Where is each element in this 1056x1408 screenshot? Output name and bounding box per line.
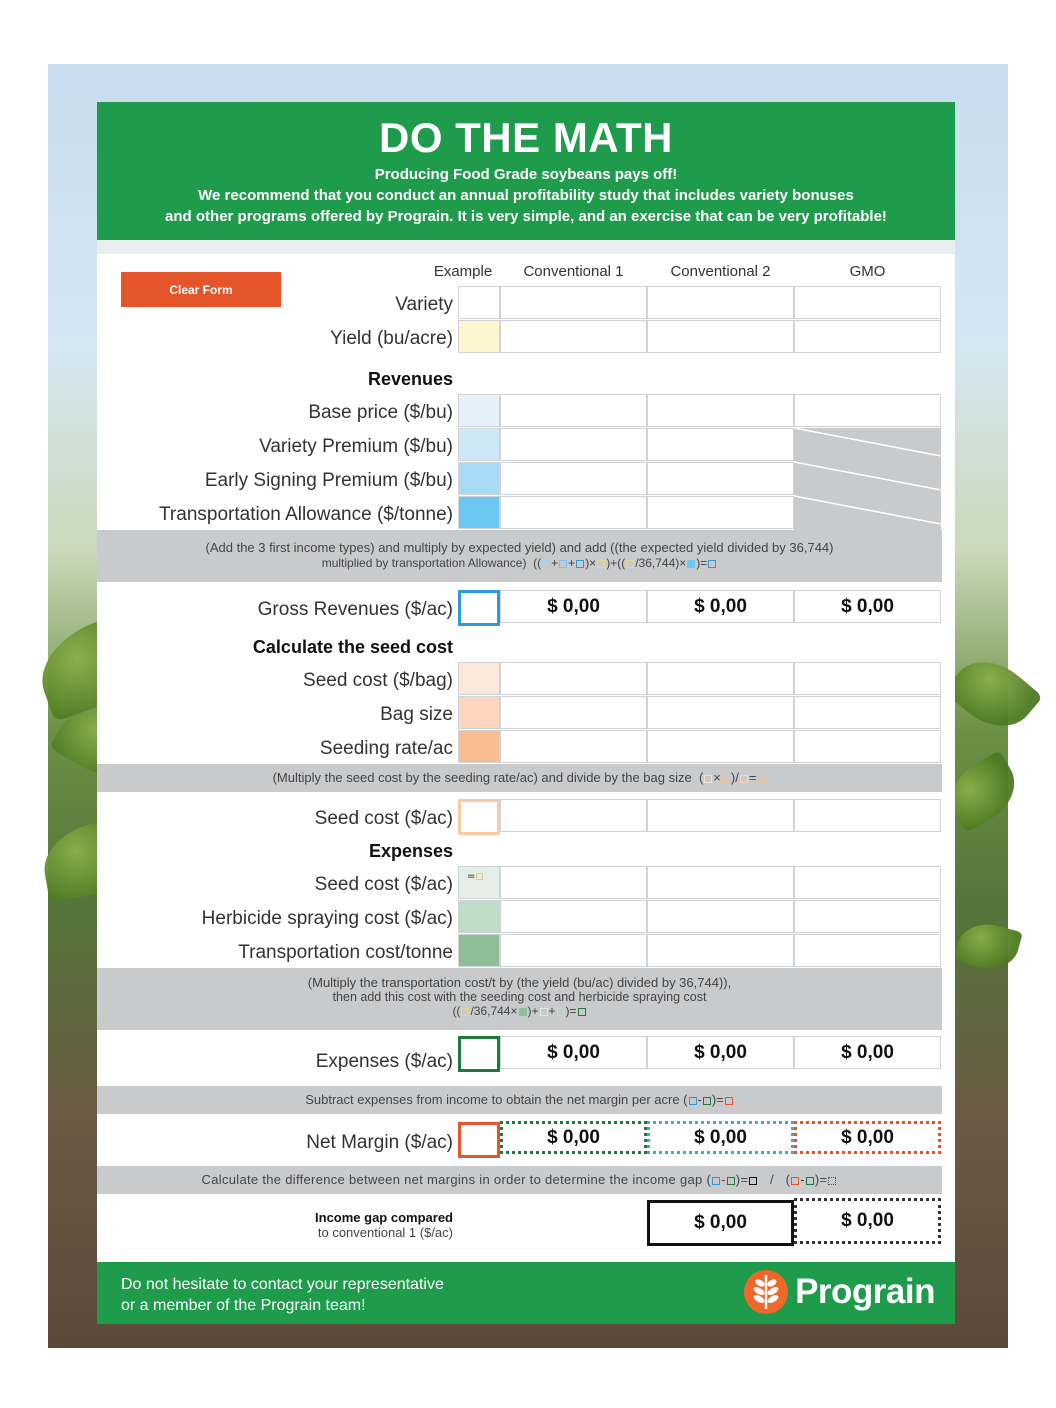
example-yield-swatch [458, 320, 500, 353]
expenses-conv2: $ 0,00 [647, 1036, 794, 1069]
expenses-formula-line-3: (( /36,744× )+ + )= [97, 1004, 942, 1018]
seed-formula-note: (Multiply the seed cost by the seeding rate/ac) and divide by the bag size ( × )/ = [97, 764, 942, 792]
seed-cost-ac-conv1 [500, 799, 647, 832]
footer-line-2: or a member of the Prograin team! [121, 1297, 366, 1314]
expenses-formula-line-2: then add this cost with the seeding cost and herbicide spraying cost [332, 990, 707, 1004]
herbicide-input-conv2[interactable] [647, 900, 794, 933]
label-net-margin: Net Margin ($/ac) [306, 1132, 453, 1153]
transport-cost-input-conv2[interactable] [647, 934, 794, 967]
example-seed-cost-bag-swatch [458, 662, 500, 695]
variety-premium-input-conv1[interactable] [500, 428, 647, 461]
example-expenses-swatch [458, 1036, 500, 1072]
variety-input-gmo[interactable] [794, 286, 941, 319]
income-gap-conv2: $ 0,00 [647, 1200, 794, 1246]
bag-size-input-gmo[interactable] [794, 696, 941, 729]
revenue-formula-line-1: (Add the 3 first income types) and multiply by expected yield) and add ((the expected yield divided by 36,744) [205, 540, 834, 555]
income-gap-label [315, 1210, 453, 1240]
prograin-logo [743, 1269, 935, 1315]
footer-banner [97, 1262, 955, 1324]
seed-cost-ac-conv2 [647, 799, 794, 832]
yield-input-gmo[interactable] [794, 320, 941, 353]
early-signing-input-conv2[interactable] [647, 462, 794, 495]
column-header-example: Example [433, 263, 493, 280]
herbicide-input-gmo[interactable] [794, 900, 941, 933]
label-exp-seed-cost: Seed cost ($/ac) [314, 874, 453, 895]
seeding-rate-input-conv2[interactable] [647, 730, 794, 763]
revenue-formula-divisor: /36,744) [635, 556, 680, 570]
transport-allowance-input-conv1[interactable] [500, 496, 647, 529]
seed-formula-text: (Multiply the seed cost by the seeding rate/ac) and divide by the bag size [272, 770, 692, 785]
page-title: DO THE MATH [378, 114, 674, 161]
leaf-decoration [953, 917, 1023, 976]
expenses-gmo: $ 0,00 [794, 1036, 941, 1069]
label-transport-cost: Transportation cost/tonne [238, 942, 453, 963]
exp-seed-cost-gmo [794, 866, 941, 899]
transport-cost-input-conv1[interactable] [500, 934, 647, 967]
example-variety-premium-swatch [458, 428, 500, 461]
net-formula-note: Subtract expenses from income to obtain the net margin per acre ( - )= [97, 1086, 942, 1114]
label-base-price: Base price ($/bu) [308, 402, 453, 423]
expenses-conv1: $ 0,00 [500, 1036, 647, 1069]
label-herbicide: Herbicide spraying cost ($/ac) [201, 908, 453, 929]
seeding-rate-input-gmo[interactable] [794, 730, 941, 763]
label-expenses-ac: Expenses ($/ac) [315, 1051, 453, 1072]
expenses-formula-line-1: (Multiply the transportation cost/t by (the yield (bu/ac) divided by 36,744)), [307, 975, 732, 990]
expenses-formula-divisor: /36,744 [470, 1004, 511, 1018]
footer-text [121, 1274, 444, 1316]
yield-input-conv1[interactable] [500, 320, 647, 353]
transport-cost-input-gmo[interactable] [794, 934, 941, 967]
variety-input-conv1[interactable] [500, 286, 647, 319]
example-transport-cost-swatch [458, 934, 500, 967]
label-bag-size: Bag size [380, 704, 453, 725]
header-line-3: and other programs offered by Prograin. It is very simple, and an exercise that can be very profitable! [165, 208, 887, 225]
example-exp-seed-swatch: = [458, 866, 500, 899]
herbicide-input-conv1[interactable] [500, 900, 647, 933]
variety-premium-input-conv2[interactable] [647, 428, 794, 461]
column-header-gmo: GMO [849, 263, 886, 280]
income-gap-gmo: $ 0,00 [794, 1198, 941, 1244]
leaf-decoration [943, 645, 1043, 742]
label-transport-allowance: Transportation Allowance ($/tonne) [159, 504, 453, 525]
net-margin-gmo: $ 0,00 [794, 1121, 941, 1154]
variety-input-conv2[interactable] [647, 286, 794, 319]
gross-revenue-conv1: $ 0,00 [500, 590, 647, 623]
section-expenses: Expenses [368, 841, 453, 861]
header-line-1: Producing Food Grade soybeans pays off! [374, 166, 678, 183]
example-base-price-swatch [458, 394, 500, 427]
label-yield: Yield (bu/acre) [330, 328, 453, 349]
footer-line-1: Do not hesitate to contact your representative [121, 1276, 444, 1293]
label-seed-cost-ac: Seed cost ($/ac) [314, 808, 453, 829]
label-variety-premium: Variety Premium ($/bu) [259, 436, 453, 457]
gap-formula-note: Calculate the difference between net margins in order to determine the income gap ( - )= / ( - )= [97, 1166, 942, 1194]
example-early-signing-swatch [458, 462, 500, 495]
income-gap-label-bold: Income gap compared [315, 1210, 453, 1225]
seed-cost-bag-input-conv2[interactable] [647, 662, 794, 695]
label-seed-cost-bag: Seed cost ($/bag) [303, 670, 453, 691]
label-gross-revenues: Gross Revenues ($/ac) [257, 599, 453, 620]
example-seeding-rate-swatch [458, 730, 500, 763]
example-variety [458, 286, 500, 319]
net-formula-text: Subtract expenses from income to obtain the net margin per acre [305, 1092, 680, 1107]
seeding-rate-input-conv1[interactable] [500, 730, 647, 763]
exp-seed-cost-conv1 [500, 866, 647, 899]
label-seeding-rate: Seeding rate/ac [319, 738, 453, 759]
section-revenues: Revenues [367, 369, 453, 389]
section-calc-seed: Calculate the seed cost [252, 637, 453, 657]
example-gross-swatch [458, 590, 500, 626]
revenue-formula-line-2: multiplied by transportation Allowance) (( + + )× )+(( /36,744)× )= [97, 556, 942, 570]
divider [97, 240, 955, 254]
net-margin-conv2: $ 0,00 [647, 1121, 794, 1154]
gross-revenue-conv2: $ 0,00 [647, 590, 794, 623]
base-price-input-conv2[interactable] [647, 394, 794, 427]
label-variety: Variety [395, 294, 453, 315]
revenue-formula-text: multiplied by transportation Allowance) [321, 556, 527, 570]
example-transport-allowance-swatch [458, 496, 500, 529]
header-banner [97, 102, 955, 240]
label-early-signing: Early Signing Premium ($/bu) [204, 470, 453, 491]
base-price-input-gmo[interactable] [794, 394, 941, 427]
form-card [97, 102, 955, 1324]
early-signing-input-conv1[interactable] [500, 462, 647, 495]
prograin-wordmark: Prograin [795, 1272, 935, 1311]
column-header-conventional-1: Conventional 1 [523, 263, 624, 280]
seed-cost-bag-input-conv1[interactable] [500, 662, 647, 695]
bag-size-input-conv2[interactable] [647, 696, 794, 729]
example-seed-cost-ac-swatch [458, 799, 500, 835]
base-price-input-conv1[interactable] [500, 394, 647, 427]
gmo-not-applicable-block [794, 428, 941, 530]
header-line-2: We recommend that you conduct an annual profitability study that includes variety bonuses [198, 187, 854, 204]
revenue-formula-note [97, 530, 942, 582]
gap-formula-text: Calculate the difference between net margins in order to determine the income gap [201, 1172, 703, 1187]
prograin-wheat-icon [743, 1269, 789, 1315]
example-bag-size-swatch [458, 696, 500, 729]
seed-cost-ac-gmo [794, 799, 941, 832]
example-herbicide-swatch [458, 900, 500, 933]
bag-size-input-conv1[interactable] [500, 696, 647, 729]
clear-form-button[interactable]: Clear Form [121, 272, 281, 307]
example-net-swatch [458, 1122, 500, 1158]
column-header-conventional-2: Conventional 2 [670, 263, 771, 280]
exp-seed-cost-conv2 [647, 866, 794, 899]
yield-input-conv2[interactable] [647, 320, 794, 353]
seed-cost-bag-input-gmo[interactable] [794, 662, 941, 695]
transport-allowance-input-conv2[interactable] [647, 496, 794, 529]
income-gap-label-sub: to conventional 1 ($/ac) [317, 1225, 453, 1240]
gross-revenue-gmo: $ 0,00 [794, 590, 941, 623]
expenses-formula-note [97, 968, 942, 1030]
net-margin-conv1: $ 0,00 [500, 1121, 647, 1154]
